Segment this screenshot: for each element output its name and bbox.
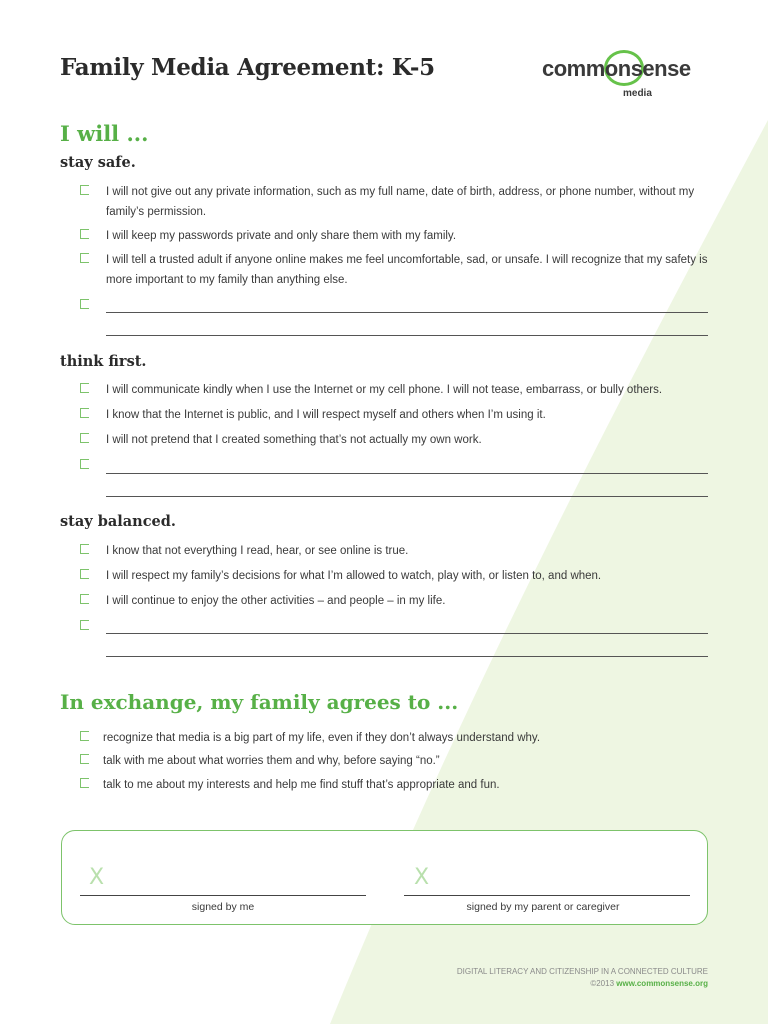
checkbox[interactable] (80, 620, 89, 630)
checkbox[interactable] (80, 594, 89, 604)
checkbox[interactable] (80, 185, 89, 195)
i-will-heading: I will ... (60, 121, 149, 146)
signature-box (61, 830, 708, 925)
write-in-line[interactable] (106, 335, 708, 336)
write-in-line[interactable] (106, 496, 708, 497)
logo-wordmark: commonsense (542, 56, 691, 81)
checkbox[interactable] (80, 754, 89, 764)
checkbox[interactable] (80, 253, 89, 263)
checkbox[interactable] (80, 778, 89, 788)
my-signature-label: signed by me (191, 901, 255, 913)
item-text: I will not pretend that I created something that’s not actually my own work. (106, 434, 482, 446)
section-title-stay-balanced: stay balanced. (60, 513, 176, 530)
footer-copyright-line (457, 978, 708, 990)
checkbox[interactable] (80, 383, 89, 393)
section-title-think-first: think first. (60, 353, 147, 370)
item-text: I know that not everything I read, hear, or see online is true. (106, 545, 409, 557)
item-text: I will keep my passwords private and only share them with my family. (106, 230, 457, 242)
item-text: I know that the Internet is public, and I will respect myself and others when I’m using it. (106, 409, 546, 421)
write-in-line[interactable] (106, 473, 708, 474)
checkbox[interactable] (80, 408, 89, 418)
copyright: ©2013 (590, 979, 615, 988)
logo-subtitle: media (623, 88, 652, 99)
signature-x-mark: X (414, 865, 430, 890)
signature-x-mark: X (89, 865, 105, 890)
checkbox[interactable] (80, 459, 89, 469)
section-title-stay-safe: stay safe. (60, 154, 136, 171)
write-in-line[interactable] (106, 312, 708, 313)
my-signature-line[interactable] (80, 895, 366, 896)
write-in-line[interactable] (106, 656, 708, 657)
item-text: I will communicate kindly when I use the Internet or my cell phone. I will not tease, embarrass, or bully others. (106, 384, 663, 396)
common-sense-media-logo (540, 48, 716, 102)
item-text: I will tell a trusted adult if anyone online makes me feel uncomfortable, sad, or unsafe. I will recognize that my safety is more important to my family than anything else. (106, 254, 708, 286)
parent-signature-line[interactable] (404, 895, 690, 896)
family-agrees-heading: In exchange, my family agrees to ... (60, 690, 459, 714)
footer (457, 966, 708, 990)
item-text: I will continue to enjoy the other activities – and people – in my life. (106, 595, 446, 607)
checkbox[interactable] (80, 229, 89, 239)
checkbox[interactable] (80, 569, 89, 579)
checkbox[interactable] (80, 731, 89, 741)
item-text: recognize that media is a big part of my life, even if they don’t always understand why. (103, 732, 541, 744)
item-text: I will not give out any private information, such as my full name, date of birth, address, or phone number, without my family’s permission. (106, 186, 695, 218)
footer-tagline: DIGITAL LITERACY AND CITIZENSHIP IN A CONNECTED CULTURE (456, 967, 708, 976)
checkbox[interactable] (80, 299, 89, 309)
item-text: talk with me about what worries them and why, before saying “no.” (103, 755, 440, 767)
parent-signature-label: signed by my parent or caregiver (466, 901, 620, 913)
item-text: talk to me about my interests and help me find stuff that’s appropriate and fun. (103, 779, 500, 791)
write-in-line[interactable] (106, 633, 708, 634)
checkbox[interactable] (80, 544, 89, 554)
page-title: Family Media Agreement: K-5 (60, 54, 435, 81)
item-text: I will respect my family’s decisions for what I’m allowed to watch, play with, or listen to, and when. (106, 570, 602, 582)
website-link[interactable]: www.commonsense.org (616, 979, 708, 988)
checkbox[interactable] (80, 433, 89, 443)
